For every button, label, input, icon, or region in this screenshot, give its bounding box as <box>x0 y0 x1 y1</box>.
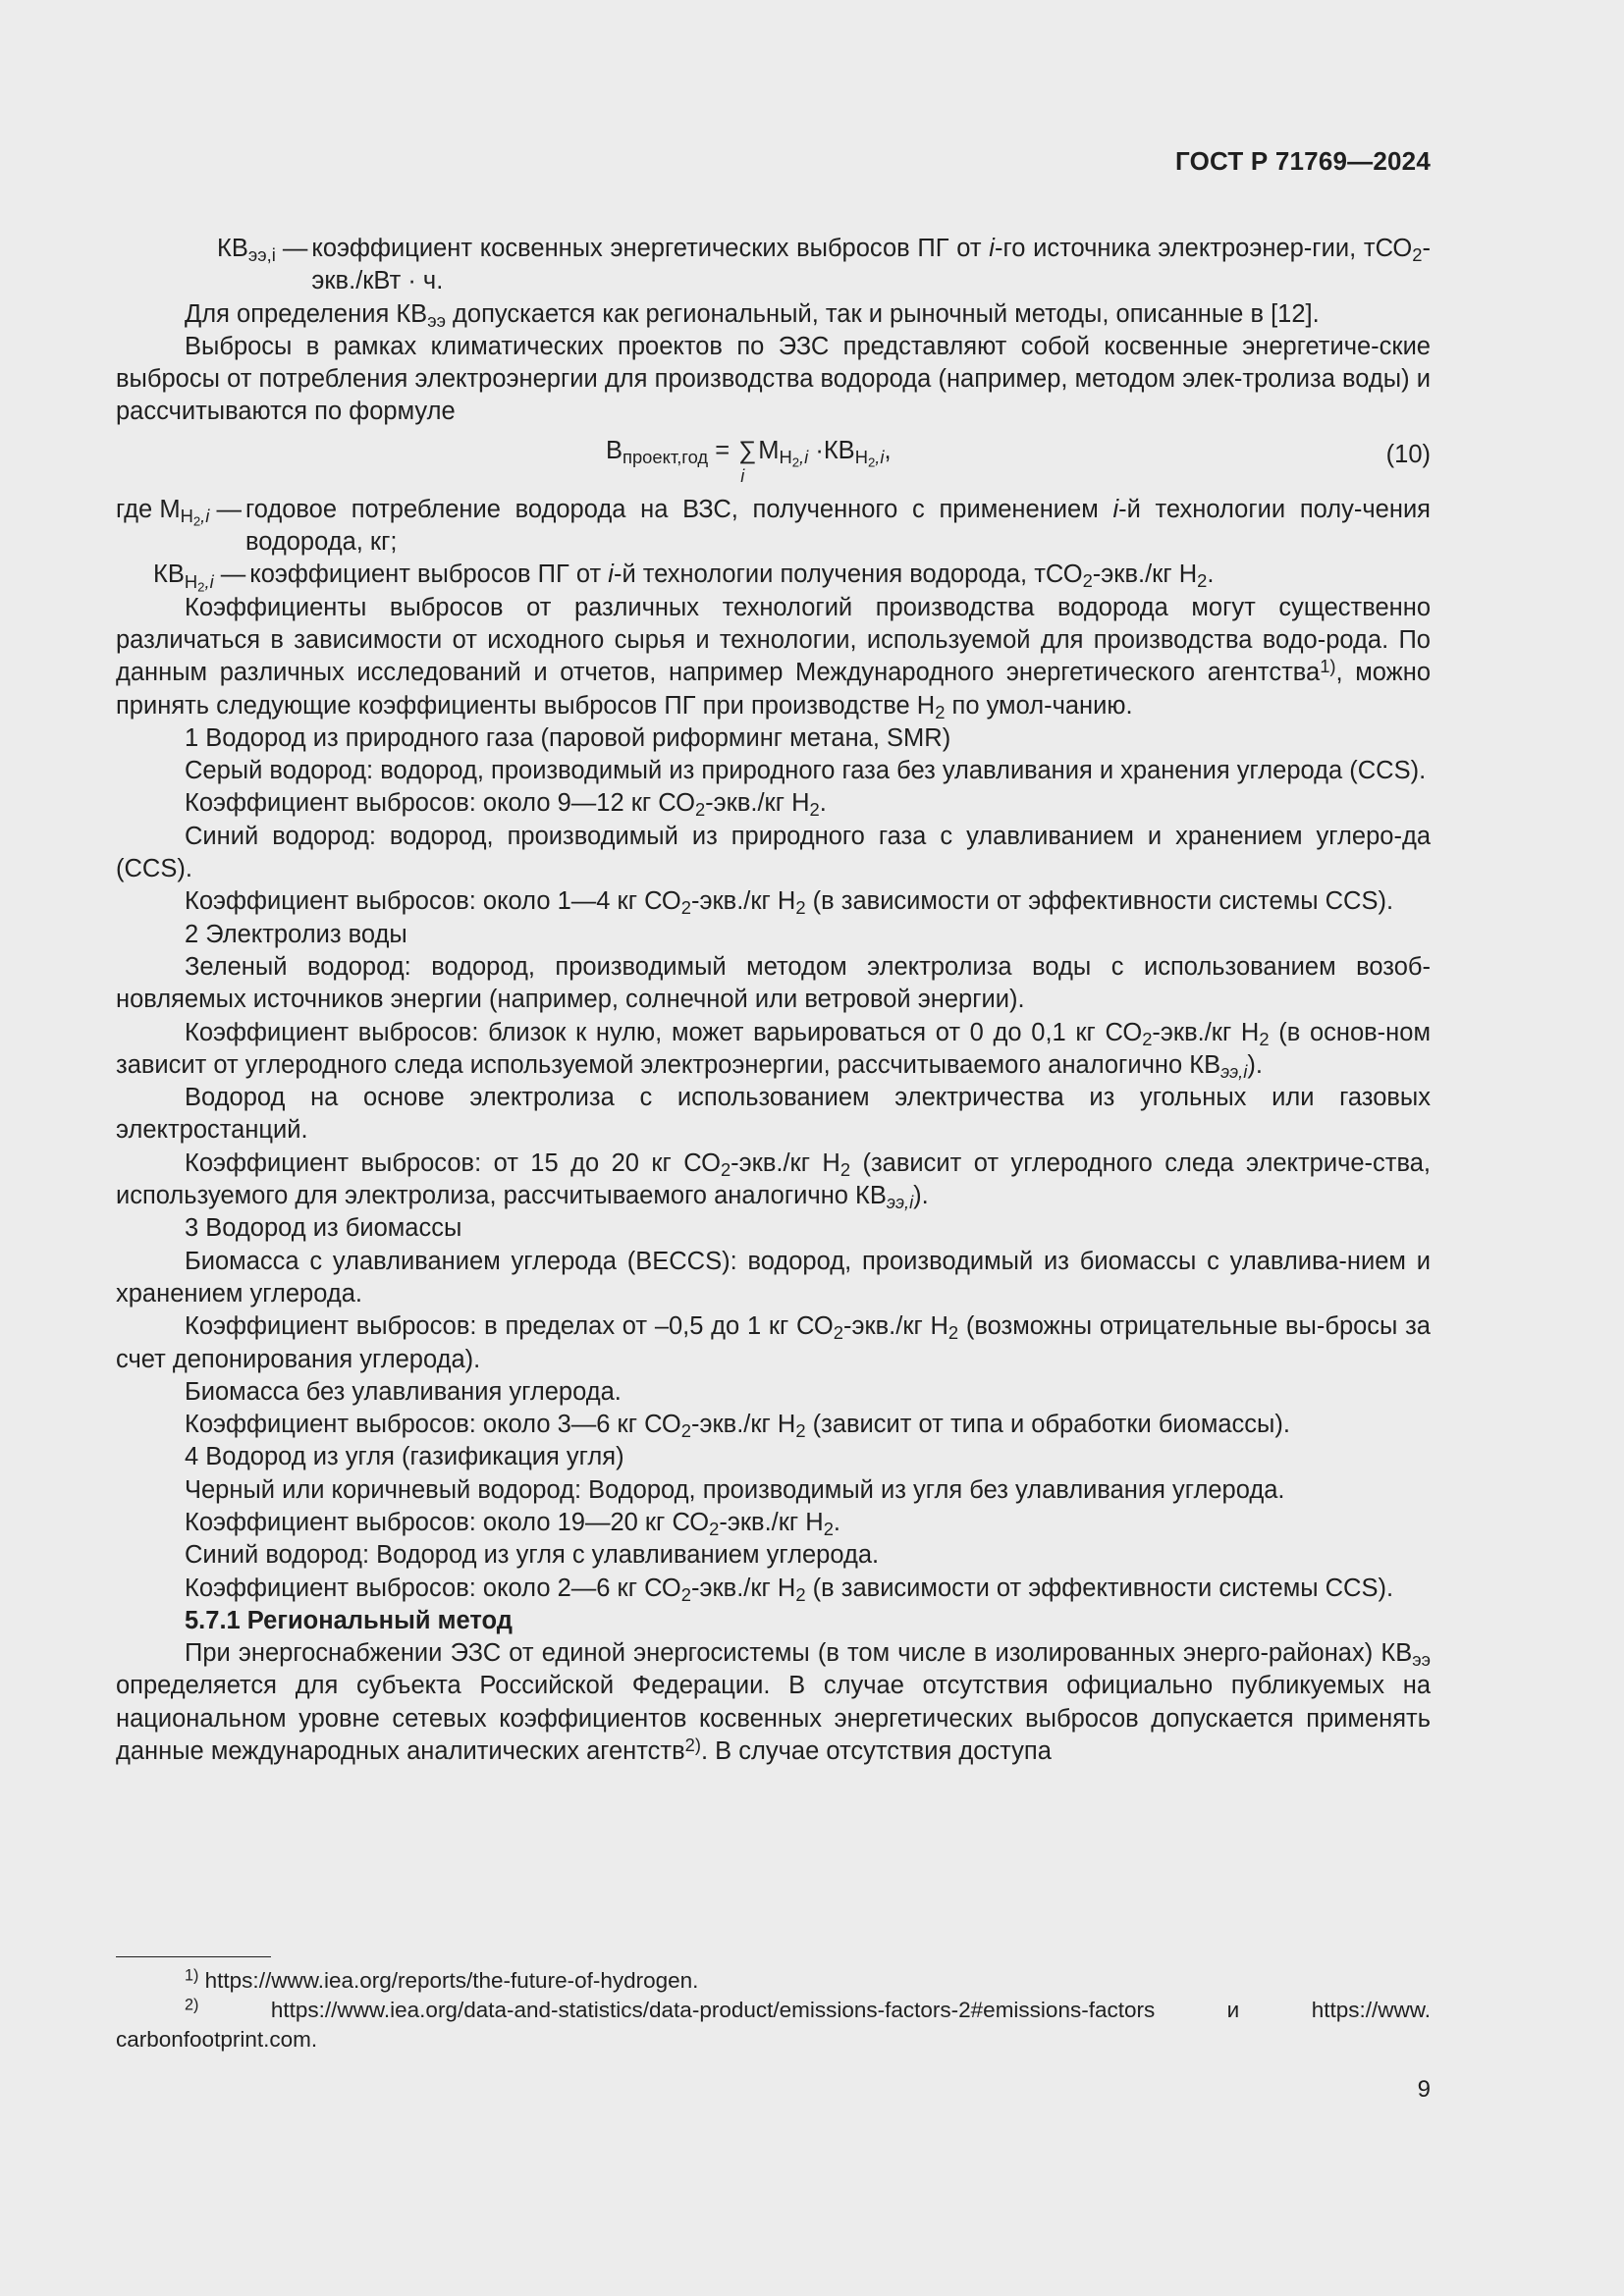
list-item-coefficient: Коэффициент выбросов: около 1—4 кг $СО_2-экв./кг$ $Н_2$ (в зависимости от эффективности системы CCS). <box>185 887 1394 919</box>
paragraph-coefficients-intro: Коэффициенты выбросов от различных технологий производства водорода могут существенно различаться в зависимости от исходного сырья и технологии, используемой для производства водо-рода. По данным различных исследований и отчетов, например Международного энергетического агентства$^{1)}$, можно принять следующие коэффициенты выбросов ПГ при производстве $Н_2$ по умол-чанию. <box>116 593 1431 722</box>
formula-expression: $В_{проект,год}$ = ∑ i $М_{Н_2,i} \cdot КВ_{Н_2,i}$, <box>606 436 892 486</box>
page-number: 9 <box>1417 2076 1431 2103</box>
definition-description: коэффициент косвенных энергетических выбросов ПГ от i-го источника электроэнер-гии, тСО$_2$-экв./кВт · ч. <box>311 235 1431 295</box>
list-item-text: Водород на основе электролиза с использованием электричества из угольных или газовых электростанций. <box>116 1084 1431 1145</box>
sigma-symbol: ∑ i <box>738 436 757 486</box>
paragraph-methods: Для определения $КВ_{ээ}$ допускается как региональный, так и рыночный методы, описанные в [12]. <box>185 299 1320 331</box>
list-item-coefficient: Коэффициент выбросов: около 3—6 кг $СО_2-экв./кг$ $Н_2$ (зависит от типа и обработки биомассы). <box>185 1411 1290 1442</box>
definition-kv-h2 <box>116 559 1431 595</box>
list-item-coefficient: Коэффициент выбросов: около 19—20 кг $СО_2-экв./кг$ $Н_2$. <box>185 1508 841 1540</box>
list-item-title: 4 Водород из угля (газификация угля) <box>185 1443 624 1471</box>
section-heading: 5.7.1 Региональный метод <box>185 1606 513 1634</box>
list-item-title: 2 Электролиз воды <box>185 920 407 948</box>
page-body <box>116 233 1431 1768</box>
definition-description: коэффициент выбросов ПГ от i-й технологии получения водорода, тСО$_2$-экв./кг $Н_2$. <box>249 561 1215 592</box>
definition-description: годовое потребление водорода на ВЗС, полученного с применением i-й технологии полу-чения водорода, кг; <box>244 495 1431 557</box>
footnotes <box>116 1966 1431 2055</box>
document-code-header: ГОСТ Р 71769—2024 <box>1175 146 1431 176</box>
definition-kv-ee <box>116 233 1431 298</box>
list-item-coefficient: Коэффициент выбросов: близок к нулю, может варьироваться от 0 до 0,1 кг $СО_2-экв./кг$ $Н_2$ (в основ-ном зависит от углеродного следа используемой электроэнергии, рассчитываемого аналогично $КВ_{ээ,i}$). <box>116 1018 1431 1082</box>
definition-m-h2 <box>116 494 1431 560</box>
list-item-text: Синий водород: Водород из угля с улавливанием углерода. <box>185 1541 880 1570</box>
footnote-1: $^{1)}$ https://www.iea.org/reports/the-future-of-hydrogen. <box>185 1966 699 1993</box>
footnote-ref-2: 2) <box>684 1734 701 1755</box>
paragraph-emissions-intro: Выбросы в рамках климатических проектов по ЭЗС представляют собой косвенные энергетиче-ские выбросы от потребления электроэнергии для производства водорода (например, методом элек-тролиза воды) и рассчитываются по формуле <box>116 332 1431 426</box>
document-page <box>116 0 1431 2296</box>
definition-term: $КВ_{ээ,i}$ — <box>217 235 308 266</box>
list-item-text: Биомасса с улавливанием углерода (BECCS): водород, производимый из биомассы с улавлива-нием и хранением углерода. <box>116 1247 1431 1308</box>
list-item-text: Биомасса без улавливания углерода. <box>185 1377 622 1406</box>
footnote-2: $^{2)}$ https://www.iea.org/data-and-statistics/data-product/emissions-factors-2#emissions-factors и https://www. carbonfootprint.com. <box>116 1996 1431 2052</box>
list-item-coefficient: Коэффициент выбросов: около 9—12 кг $СО_2-экв./кг$ $Н_2$. <box>185 789 827 821</box>
list-item-text: Синий водород: водород, производимый из природного газа с улавливанием и хранением углеро-да (CCS). <box>116 822 1431 883</box>
paragraph-regional-method: При энергоснабжении ЭЗС от единой энергосистемы (в том числе в изолированных энерго-районах) $КВ_{ээ}$ определяется для субъекта Российской Федерации. В случае отсутствия официально публикуемых на национальном уровне сетевых коэффициентов косвенных энергетических выбросов допускается применять данные международных аналитических агентств$^{2)}$. В случае отсутствия доступа <box>116 1639 1431 1766</box>
list-item-coefficient: Коэффициент выбросов: около 2—6 кг $СО_2-экв./кг$ $Н_2$ (в зависимости от эффективности системы CCS). <box>185 1574 1394 1605</box>
list-item-coefficient: Коэффициент выбросов: в пределах от –0,5 до 1 кг $СО_2-экв./кг$ $Н_2$ (возможны отрицательные вы-бросы за счет депонирования углерода). <box>116 1312 1431 1373</box>
formula-number: (10) <box>1385 440 1431 468</box>
definition-term: $КВ_{Н_2,i}$ — <box>153 561 246 595</box>
list-item-text: Серый водород: водород, производимый из природного газа без улавливания и хранения углерода (CCS). <box>185 757 1427 785</box>
footnote-ref-1: 1) <box>1320 656 1336 677</box>
footnote-separator <box>116 1956 271 1957</box>
list-item-text: Зеленый водород: водород, производимый методом электролиза воды с использованием возоб-новляемых источников энергии (например, солнечной или ветровой энергии). <box>116 952 1431 1014</box>
list-item-text: Черный или коричневый водород: Водород, производимый из угля без улавливания углерода. <box>185 1475 1285 1504</box>
formula-10 <box>116 429 1431 494</box>
definition-term: где $М_{Н_2,i}$ — <box>116 495 242 529</box>
list-item-coefficient: Коэффициент выбросов: от 15 до 20 кг $СО_2-экв./кг$ $Н_2$ (зависит от углеродного следа электриче-ства, используемого для электролиза, рассчитываемого аналогично $КВ_{ээ,i}$). <box>116 1148 1431 1213</box>
list-item-title: 3 Водород из биомассы <box>185 1214 462 1243</box>
list-item-title: 1 Водород из природного газа (паровой риформинг метана, SMR) <box>185 723 951 752</box>
